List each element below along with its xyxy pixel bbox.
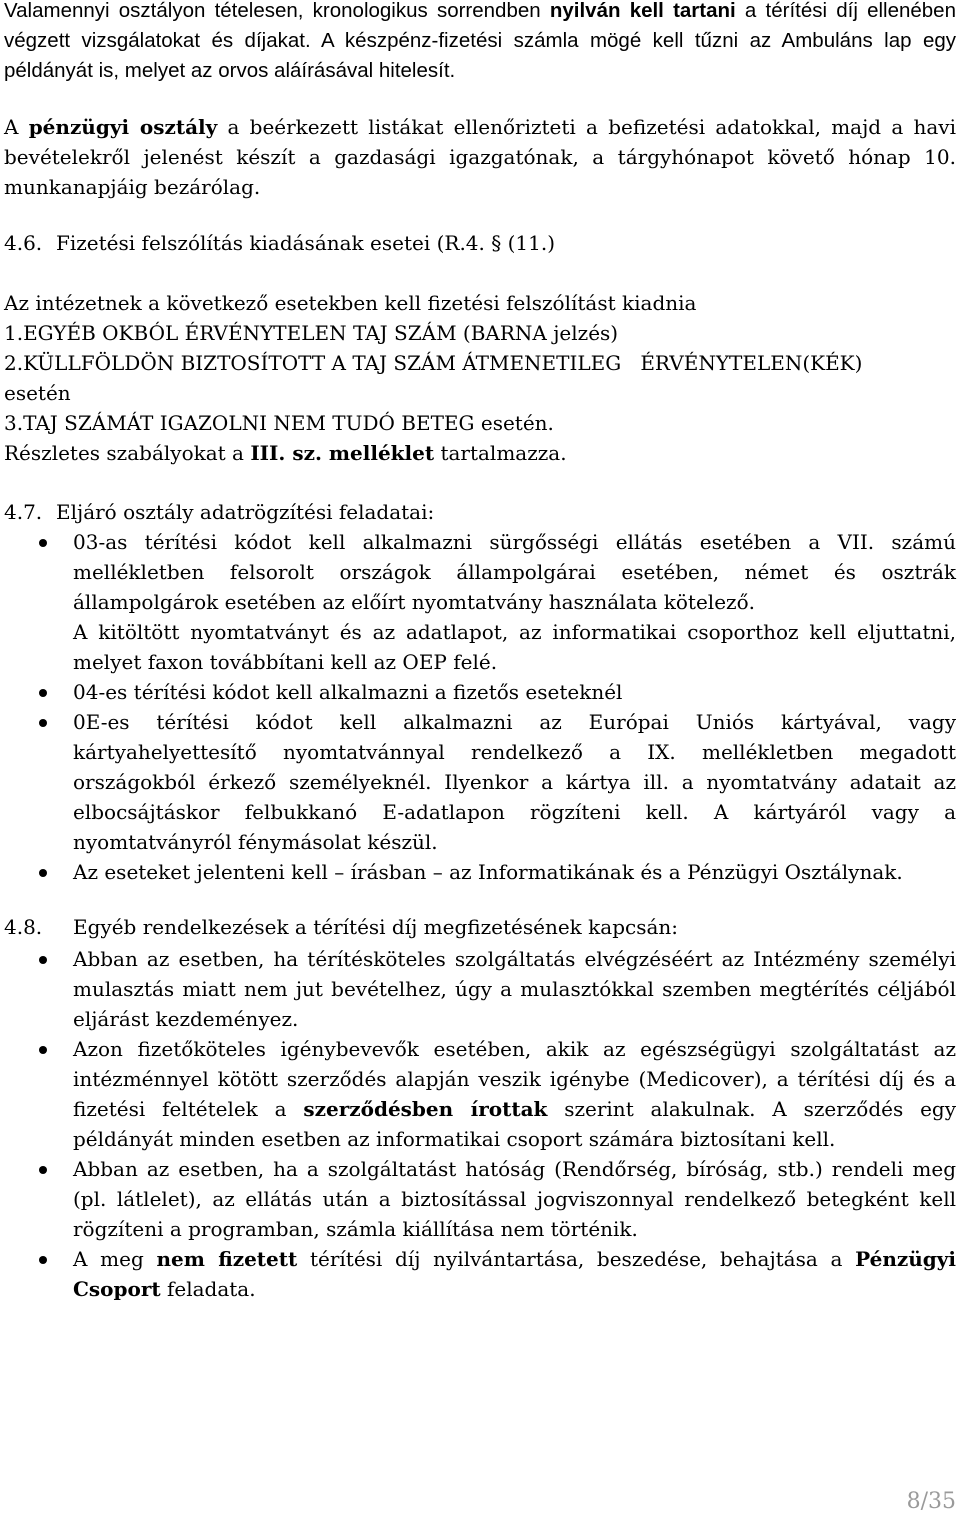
s48-bullet-4 bbox=[73, 1244, 956, 1304]
s48-bullet-4-text-1: A meg bbox=[73, 1247, 157, 1271]
s47-bullet-1-paragraph-1: 03-as térítési kódot kell alkalmazni sürgősségi ellátás esetében a VII. számú mellékletben felsorolt országok állampolgárai esetében, német és osztrák állampolgárok esetében az előírt nyomtatvány használata kötelező. bbox=[73, 530, 956, 614]
s48-bullet-3: Abban az esetben, ha a szolgáltatást hatóság (Rendőrség, bíróság, stb.) rendeli meg (pl. látlelet), az ellátás után a biztosítással jogviszonnyal rendelkező betegként kell rögzíteni a programban, számla kiállítása nem történik. bbox=[73, 1157, 956, 1241]
section-4-8-list bbox=[0, 944, 960, 1304]
s48-bullet-2-text-2: szerint alakulnak. A szerződés egy példányát minden esetben az informatikai csoport számára biztosítani kell. bbox=[73, 1097, 957, 1151]
section-4-7-list bbox=[0, 527, 960, 887]
s47-bullet-2: 04-es térítési kódot kell alkalmazni a fizetős eseteknél bbox=[73, 680, 623, 704]
bullet-icon bbox=[39, 956, 47, 964]
list-item bbox=[0, 527, 960, 677]
s46-line-3: esetén bbox=[4, 381, 71, 405]
list-item bbox=[0, 1034, 960, 1154]
s46-rules-text-1: Részletes szabályokat a bbox=[4, 441, 251, 465]
s48-bullet-2-bold: szerződésben írottak bbox=[303, 1097, 548, 1121]
s48-bullet-4-bold-2: Pénzügyi Csoport bbox=[73, 1247, 956, 1301]
section-4-6-heading bbox=[4, 228, 555, 258]
s46-line-0: Az intézetnek a következő esetekben kell fizetési felszólítást kiadnia bbox=[4, 291, 697, 315]
section-4-8-heading bbox=[4, 912, 678, 942]
s48-bullet-4-bold-1: nem fizetett bbox=[156, 1247, 298, 1271]
s47-bullet-3: 0E-es térítési kódot kell alkalmazni az Európai Uniós kártyával, vagy kártyahelyettesítő nyomtatvánnyal rendelkező a IX. mellékletben megadott országokból érkező személyeknél. Ilyenkor a kártya ill. a nyomtatvány adatait az elbocsájtáskor felbukkanó E-adatlapon rögzíteni kell. A kártyáról vagy a nyomtatványról fénymásolat készül. bbox=[73, 710, 956, 854]
list-item bbox=[0, 944, 960, 1034]
section-4-6-title: Fizetési felszólítás kiadásának esetei (R.4. § (11.) bbox=[56, 231, 556, 255]
bullet-icon bbox=[39, 719, 47, 727]
page-number: 8/35 bbox=[906, 1489, 956, 1514]
section-4-7-heading bbox=[4, 497, 434, 527]
section-4-6-number: 4.6. bbox=[4, 231, 43, 255]
section-4-7-title: Eljáró osztály adatrögzítési feladatai: bbox=[56, 500, 435, 524]
s46-line-2: 2.KÜLLFÖLDÖN BIZTOSÍTOTT A TAJ SZÁM ÁTMENETILEG ÉRVÉNYTELEN(KÉK) bbox=[4, 351, 863, 375]
finance-text-2: a beérkezett listákat ellenőrizteti a befizetési adatokkal, majd a havi bevételekről jelenést készít a gazdasági igazgatónak, a tárgyhónapot követő hónap 10. munkanapjáig bezárólag. bbox=[4, 115, 956, 199]
section-4-7-number: 4.7. bbox=[4, 500, 43, 524]
s46-line-4: 3.TAJ SZÁMÁT IGAZOLNI NEM TUDÓ BETEG esetén. bbox=[4, 411, 554, 435]
s48-bullet-4-text-3: feladata. bbox=[160, 1277, 256, 1301]
bullet-icon bbox=[39, 1046, 47, 1054]
s48-bullet-2 bbox=[73, 1034, 956, 1154]
intro-text-2: a térítési díj ellenében végzett vizsgálatokat és díjakat. A készpénz-fizetési számla mögé kell tűzni az Ambuláns lap egy példányát is, melyet az orvos aláírásával hitelesít. bbox=[4, 0, 956, 82]
s47-bullet-4: Az eseteket jelenteni kell – írásban – az Informatikának és a Pénzügyi Osztálynak. bbox=[73, 860, 903, 884]
list-item bbox=[0, 1154, 960, 1244]
s47-bullet-1-paragraph-2: A kitöltött nyomtatványt és az adatlapot, az informatikai csoporthoz kell eljuttatni, melyet faxon továbbítani kell az OEP felé. bbox=[73, 620, 956, 674]
s48-bullet-4-text-2: térítési díj nyilvántartása, beszedése, behajtása a bbox=[297, 1247, 856, 1271]
list-item bbox=[0, 1244, 960, 1304]
intro-text-1: Valamennyi osztályon tételesen, kronologikus sorrendben bbox=[4, 0, 550, 22]
s48-bullet-1: Abban az esetben, ha térítésköteles szolgáltatás elvégzéséért az Intézmény személyi mulasztás miatt nem jut bevételhez, úgy a mulasztókkal szemben megtérítés céljából eljárást kezdeményez. bbox=[73, 947, 956, 1031]
intro-paragraph bbox=[4, 0, 956, 86]
list-item bbox=[0, 857, 960, 887]
list-item bbox=[0, 677, 960, 707]
finance-paragraph bbox=[4, 112, 956, 202]
bullet-icon bbox=[39, 1166, 47, 1174]
section-4-8-number: 4.8. bbox=[4, 915, 43, 939]
bullet-icon bbox=[39, 869, 47, 877]
bullet-icon bbox=[39, 1256, 47, 1264]
s48-bullet-2-text-1: Azon fizetőköteles igénybevevők esetében, akik az egészségügyi szolgáltatást az intézménnyel kötött szerződés alapján veszik igénybe (Medicover), a térítési díj és a fizetési feltételek a bbox=[73, 1037, 956, 1121]
finance-bold-1: pénzügyi osztály bbox=[28, 115, 218, 139]
finance-text-1: A bbox=[4, 115, 29, 139]
s46-rules-bold: III. sz. melléklet bbox=[250, 441, 435, 465]
bullet-icon bbox=[39, 539, 47, 547]
section-4-8-title: Egyéb rendelkezések a térítési díj megfizetésének kapcsán: bbox=[73, 915, 679, 939]
list-item bbox=[0, 707, 960, 857]
s46-rules-text-2: tartalmazza. bbox=[434, 441, 567, 465]
s46-rules-line bbox=[4, 438, 567, 468]
s46-line-1: 1.EGYÉB OKBÓL ÉRVÉNYTELEN TAJ SZÁM (BARNA jelzés) bbox=[4, 321, 619, 345]
bullet-icon bbox=[39, 689, 47, 697]
intro-bold-1: nyilván kell tartani bbox=[549, 0, 736, 22]
